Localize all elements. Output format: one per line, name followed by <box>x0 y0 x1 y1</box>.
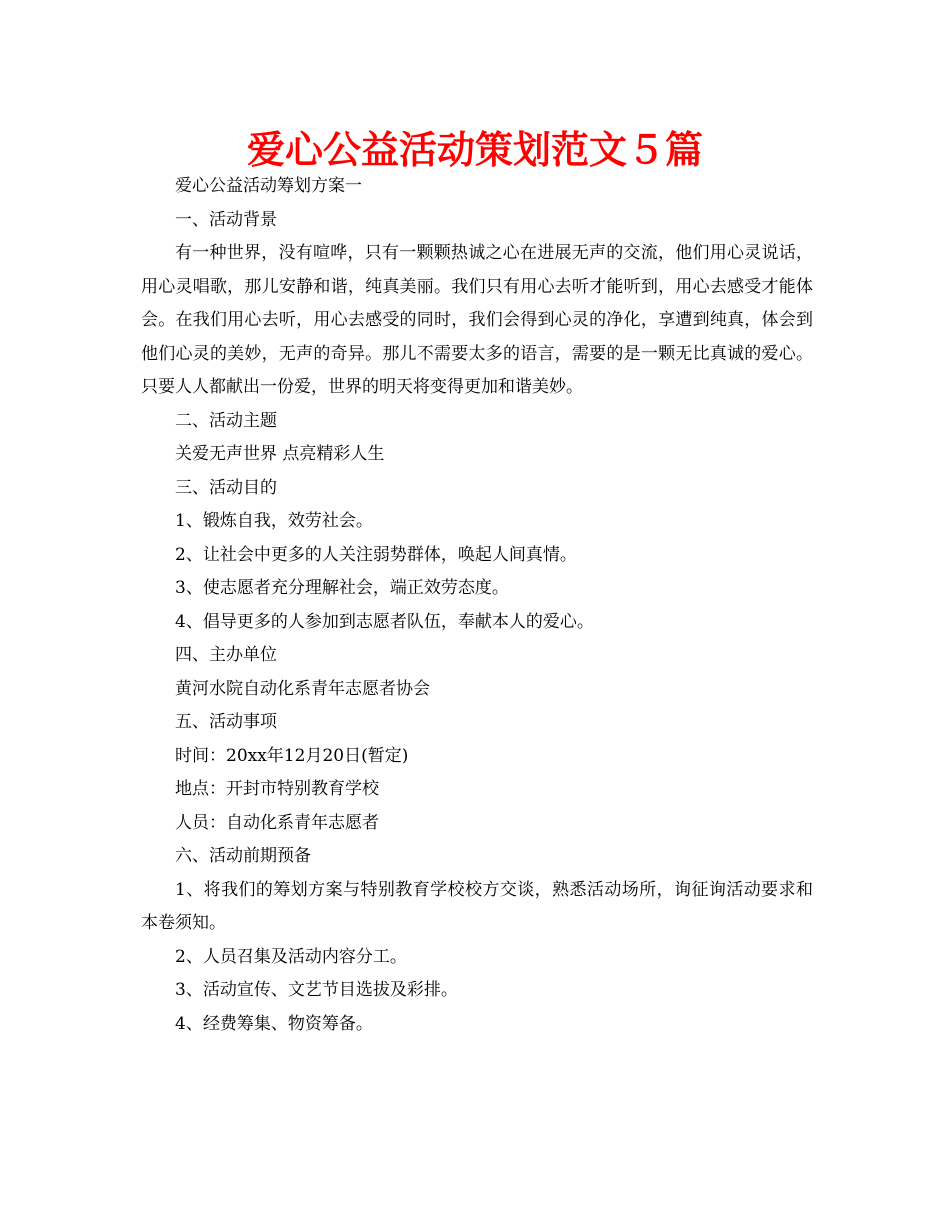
section-heading: 五、活动事项 <box>175 712 277 732</box>
paragraph: 爱心公益活动筹划方案一 <box>175 176 362 196</box>
paragraph: 人员：自动化系青年志愿者 <box>175 812 379 833</box>
list-item: 4、倡导更多的人参加到志愿者队伍，奉献本人的爱心。 <box>175 611 594 632</box>
paragraph: 黄河水院自动化系青年志愿者协会 <box>175 678 430 699</box>
paragraph: 时间：20xx年12月20日(暂定) <box>175 745 409 766</box>
paragraph: 有一种世界，没有喧哗，只有一颗颗热诚之心在进展无声的交流，他们用心灵说话，用心灵唱歌，那儿安静和谐，纯真美丽。我们只有用心去听才能听到，用心去感受才能体会。在我们用心去听，用心去感受的同时，我们会得到心灵的净化，享遭到纯真，体会到他们心灵的美妙，无声的奇异。那儿不需要太多的语言，需要的是一颗无比真诚的爱心。只要人人都献出一份爱，世界的明天将变得更加和谐美妙。 <box>141 243 813 397</box>
list-item: 2、人员召集及活动内容分工。 <box>175 946 407 967</box>
section-heading: 四、主办单位 <box>175 645 277 665</box>
list-item: 1、将我们的筹划方案与特别教育学校校方交谈，熟悉活动场所，询征询活动要求和本卷须知。 <box>141 879 813 933</box>
paragraph: 地点：开封市特别教育学校 <box>175 779 379 799</box>
document-body <box>141 170 813 1041</box>
list-item: 2、让社会中更多的人关注弱势群体，唤起人间真情。 <box>175 544 577 565</box>
section-heading: 一、活动背景 <box>175 209 277 230</box>
section-heading: 二、活动主题 <box>175 410 277 431</box>
section-heading: 三、活动目的 <box>175 477 277 498</box>
list-item: 3、活动宣传、文艺节目选拔及彩排。 <box>175 980 458 1000</box>
list-item: 4、经费筹集、物资筹备。 <box>175 1013 373 1034</box>
section-heading: 六、活动前期预备 <box>175 846 311 866</box>
paragraph: 关爱无声世界 点亮精彩人生 <box>175 444 385 464</box>
list-item: 3、使志愿者充分理解社会，端正效劳态度。 <box>175 578 509 598</box>
list-item: 1、锻炼自我，效劳社会。 <box>175 511 373 531</box>
document-title: 爱心公益活动策划范文５篇 <box>246 128 703 172</box>
